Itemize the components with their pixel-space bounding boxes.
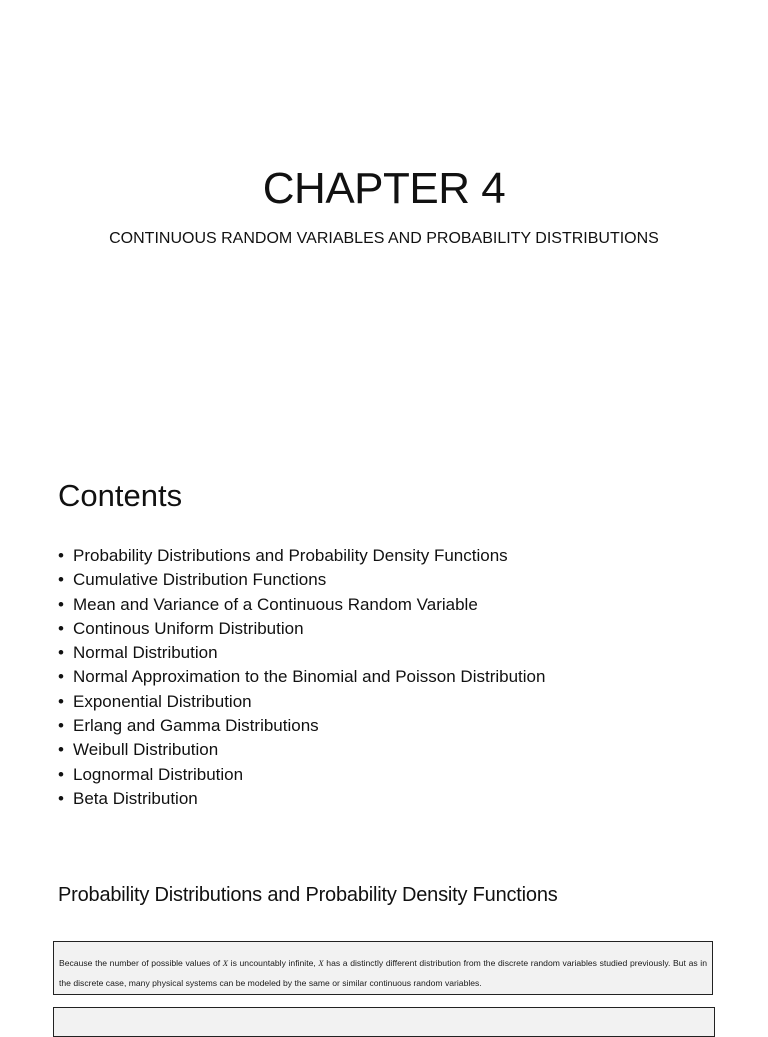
contents-item (58, 544, 545, 568)
contents-item (58, 568, 545, 592)
contents-item-label: Beta Distribution (73, 788, 198, 808)
bullet-icon: • (58, 740, 64, 760)
contents-item-label: Exponential Distribution (73, 691, 252, 711)
contents-list (58, 544, 545, 811)
contents-item-label: Normal Approximation to the Binomial and Poisson Distribution (73, 667, 546, 687)
bullet-icon: • (58, 691, 64, 711)
bullet-icon: • (58, 667, 64, 687)
bullet-icon: • (58, 716, 64, 736)
bullet-icon: • (58, 788, 64, 808)
contents-item-label: Continous Uniform Distribution (73, 618, 304, 638)
contents-item-label: Mean and Variance of a Continuous Random Variable (73, 594, 478, 614)
contents-item-label: Cumulative Distribution Functions (73, 570, 327, 590)
bullet-icon: • (58, 764, 64, 784)
bullet-icon: • (58, 643, 64, 663)
chapter-subtitle: CONTINUOUS RANDOM VARIABLES AND PROBABILITY DISTRIBUTIONS (109, 230, 659, 247)
intro-text: Because the number of possible values of (59, 958, 223, 968)
contents-item (58, 787, 545, 811)
next-text-box (53, 1007, 715, 1037)
contents-item (58, 690, 545, 714)
contents-item (58, 714, 545, 738)
variable-x: X (222, 958, 229, 968)
contents-item (58, 738, 545, 762)
contents-item-label: Probability Distributions and Probability Density Functions (73, 546, 508, 565)
bullet-icon: • (58, 570, 64, 590)
variable-x: X (318, 958, 324, 968)
contents-item-label: Normal Distribution (73, 643, 218, 663)
bullet-icon: • (58, 594, 64, 614)
contents-item (58, 763, 545, 787)
bullet-icon: • (58, 546, 64, 565)
contents-heading: Contents (58, 478, 183, 513)
intro-text: has a distinctly different distribution from the discrete random variables studied previously. But as in the discrete case, many physical systems can be modeled by the same or similar continuous random variables. (59, 958, 707, 988)
intro-text-box (53, 941, 713, 995)
chapter-title: CHAPTER 4 (262, 164, 506, 213)
contents-item (58, 593, 545, 617)
contents-item (58, 665, 545, 689)
intro-text: is uncountably infinite, (228, 958, 319, 968)
contents-item-label: Erlang and Gamma Distributions (73, 716, 319, 736)
section-heading: Probability Distributions and Probability Density Functions (58, 884, 558, 906)
contents-item-label: Lognormal Distribution (73, 764, 244, 784)
contents-item (58, 641, 545, 665)
bullet-icon: • (58, 618, 64, 638)
contents-item (58, 617, 545, 641)
contents-item-label: Weibull Distribution (73, 740, 219, 760)
